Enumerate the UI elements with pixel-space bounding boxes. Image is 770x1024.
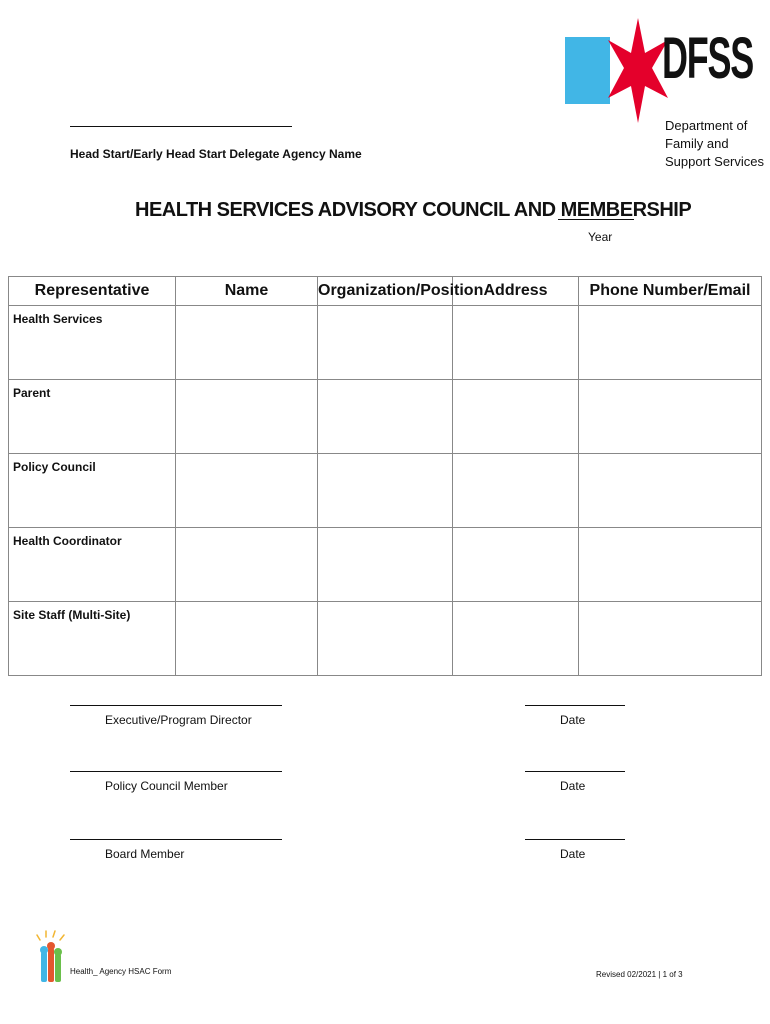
signature-line-policy-council[interactable] bbox=[70, 771, 282, 772]
year-line[interactable] bbox=[558, 219, 634, 220]
cell-name[interactable] bbox=[176, 380, 318, 454]
council-table bbox=[8, 276, 762, 676]
cell-organization[interactable] bbox=[318, 602, 453, 676]
cell-organization[interactable] bbox=[318, 454, 453, 528]
cell-name[interactable] bbox=[176, 454, 318, 528]
agency-name-label: Head Start/Early Head Start Delegate Agency Name bbox=[70, 147, 362, 161]
logo-acronym: DFSS bbox=[662, 26, 753, 91]
page-title: HEALTH SERVICES ADVISORY COUNCIL AND MEMBERSHIP bbox=[135, 199, 692, 221]
agency-name-line[interactable] bbox=[70, 126, 292, 127]
signature-label-board: Board Member bbox=[105, 847, 185, 861]
cell-address[interactable] bbox=[453, 380, 579, 454]
table-row bbox=[9, 528, 762, 602]
cell-phone-email[interactable] bbox=[579, 380, 762, 454]
row-representative: Health Coordinator bbox=[9, 528, 176, 602]
table-row bbox=[9, 306, 762, 380]
logo-subtitle: Department of Family and Support Services bbox=[665, 118, 764, 169]
cell-phone-email[interactable] bbox=[579, 528, 762, 602]
chicago-star-icon bbox=[608, 18, 668, 123]
header-representative: Representative bbox=[9, 277, 176, 306]
signature-label-policy-council: Policy Council Member bbox=[105, 779, 228, 793]
date-label-board: Date bbox=[560, 847, 586, 861]
row-representative: Parent bbox=[9, 380, 176, 454]
table-row bbox=[9, 454, 762, 528]
cell-address[interactable] bbox=[453, 306, 579, 380]
signature-label-director: Executive/Program Director bbox=[105, 713, 252, 727]
date-line-board[interactable] bbox=[525, 839, 625, 840]
date-line-director[interactable] bbox=[525, 705, 625, 706]
date-line-policy-council[interactable] bbox=[525, 771, 625, 772]
header-organization-position: Organization/Position bbox=[318, 277, 453, 306]
signature-line-board[interactable] bbox=[70, 839, 282, 840]
table-row bbox=[9, 380, 762, 454]
table-row bbox=[9, 602, 762, 676]
row-representative: Health Services bbox=[9, 306, 176, 380]
year-label: Year bbox=[588, 230, 613, 244]
cell-name[interactable] bbox=[176, 602, 318, 676]
cell-organization[interactable] bbox=[318, 528, 453, 602]
footer-form-name: Health_ Agency HSAC Form bbox=[70, 967, 172, 976]
cell-phone-email[interactable] bbox=[579, 602, 762, 676]
date-label-director: Date bbox=[560, 713, 586, 727]
signature-line-director[interactable] bbox=[70, 705, 282, 706]
header-address: Address bbox=[453, 277, 579, 306]
header-name: Name bbox=[176, 277, 318, 306]
cell-address[interactable] bbox=[453, 528, 579, 602]
footer-revision: Revised 02/2021 | 1 of 3 bbox=[596, 970, 683, 979]
raised-hands-icon bbox=[34, 930, 68, 984]
cell-phone-email[interactable] bbox=[579, 454, 762, 528]
cell-phone-email[interactable] bbox=[579, 306, 762, 380]
cell-name[interactable] bbox=[176, 306, 318, 380]
row-representative: Site Staff (Multi-Site) bbox=[9, 602, 176, 676]
logo-blue-block bbox=[565, 37, 610, 104]
cell-name[interactable] bbox=[176, 528, 318, 602]
cell-address[interactable] bbox=[453, 454, 579, 528]
cell-organization[interactable] bbox=[318, 306, 453, 380]
table-header-row bbox=[9, 277, 762, 306]
date-label-policy-council: Date bbox=[560, 779, 586, 793]
row-representative: Policy Council bbox=[9, 454, 176, 528]
cell-address[interactable] bbox=[453, 602, 579, 676]
header-phone-email: Phone Number/Email bbox=[579, 277, 762, 306]
cell-organization[interactable] bbox=[318, 380, 453, 454]
